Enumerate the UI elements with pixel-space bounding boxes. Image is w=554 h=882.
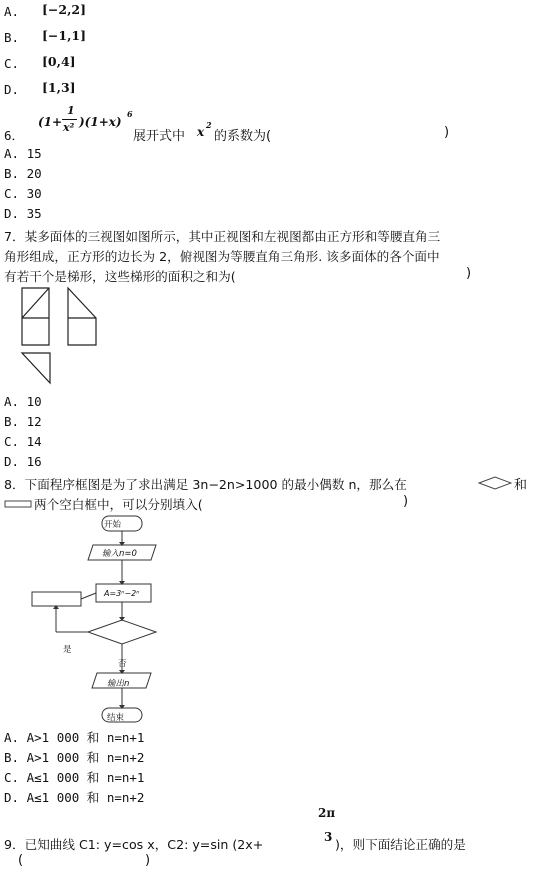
rectangle-shape-icon	[4, 498, 32, 510]
fraction-bar	[62, 119, 77, 120]
option-label: C.	[4, 770, 20, 785]
q8-line-1-and: 和	[514, 478, 528, 493]
q6-option-d	[4, 206, 42, 221]
q6-option-a	[4, 146, 42, 161]
option-text: 14	[26, 434, 42, 449]
q7-option-d	[4, 454, 42, 469]
option-text: A≤1 000 和 n=n+2	[26, 790, 145, 805]
option-label: C.	[4, 434, 20, 449]
paren-close: )	[145, 853, 151, 868]
option-text: 16	[26, 454, 42, 469]
option-label: B.	[4, 30, 20, 45]
option-text: 15	[26, 146, 42, 161]
option-text: [−2,2]	[42, 2, 87, 17]
frac-denominator: x²	[63, 121, 75, 134]
option-text: 35	[26, 206, 42, 221]
option-text: 10	[26, 394, 42, 409]
q9-line-1-end: )，则下面结论正确的是	[335, 837, 466, 852]
flow-yes-label: 是	[63, 645, 72, 655]
option-label: A.	[4, 4, 20, 19]
q6-x: x	[197, 125, 205, 139]
q7-option-c	[4, 434, 42, 449]
question-number: 6．	[4, 128, 25, 143]
q5-option-d	[4, 80, 76, 98]
q6-stem-b: 的系数为(	[214, 129, 272, 144]
decision-node	[88, 620, 156, 644]
flow-output-label: 输出n	[107, 679, 130, 689]
option-text: [−1,1]	[42, 28, 87, 43]
option-text: 12	[26, 414, 42, 429]
q8-option-b	[4, 748, 144, 766]
q7-option-b	[4, 414, 42, 429]
q8-option-d	[4, 788, 144, 806]
q8-line-1: 8．下面程序框图是为了求出满足 3n−2n>1000 的最小偶数 n，那么在	[4, 477, 407, 492]
expr-suffix: )(1+x)	[79, 115, 122, 129]
frac-numerator: 1	[67, 104, 75, 117]
option-text: 20	[26, 166, 42, 181]
paren-close: )	[466, 266, 472, 281]
option-label: B.	[4, 414, 20, 429]
paren-close: )	[444, 125, 450, 140]
q9-frac-denominator: 3	[324, 830, 333, 844]
option-label: D.	[4, 790, 20, 805]
top-view	[22, 353, 50, 383]
exponent: 6	[127, 109, 133, 119]
q8-option-a	[4, 728, 144, 746]
q7-line-1: 7．某多面体的三视图如图所示，其中正视图和左视图都由正方形和等腰直角三	[4, 229, 441, 244]
option-text: A>1 000 和 n=n+1	[26, 730, 145, 745]
q5-option-c	[4, 54, 76, 72]
option-text: A≤1 000 和 n=n+1	[26, 770, 145, 785]
flowchart-lines	[28, 513, 208, 728]
option-text: A>1 000 和 n=n+2	[26, 750, 145, 765]
q9-frac-numerator: 2π	[318, 806, 336, 820]
q5-option-a	[4, 2, 87, 20]
q6-stem-a: 展开式中	[133, 129, 186, 144]
option-label: C.	[4, 56, 20, 71]
q6-option-b	[4, 166, 42, 181]
option-label: D.	[4, 454, 20, 469]
option-label: A.	[4, 146, 20, 161]
q6-option-c	[4, 186, 42, 201]
q9-line-1: 9．已知曲线 C1: y=cos x，C2: y=sin (2x+	[4, 837, 264, 852]
three-view-figure	[18, 283, 118, 393]
expr-prefix: (1+	[38, 115, 63, 129]
flow-no-label: 否	[118, 659, 127, 669]
q9-line-2: (	[18, 853, 24, 868]
q8-line-2: 两个空白框中，可以分别填入(	[34, 497, 203, 512]
blank-process-node	[32, 592, 81, 606]
q7-option-a	[4, 394, 42, 409]
flow-end-label: 结束	[107, 713, 125, 723]
option-text: 30	[26, 186, 42, 201]
option-label: B.	[4, 750, 20, 765]
flow-start-label: 开始	[104, 520, 122, 530]
flow-assign-label: A=3ⁿ−2ⁿ	[104, 589, 140, 598]
q6-x-exp: 2	[206, 120, 212, 130]
q7-line-2: 角形组成，正方形的边长为 2，俯视图为等腰直角三角形. 该多面体的各个面中	[4, 249, 440, 264]
option-label: D.	[4, 82, 20, 97]
option-label: B.	[4, 166, 20, 181]
front-view	[22, 288, 49, 345]
q7-line-3: 有若干个是梯形，这些梯形的面积之和为(	[4, 269, 236, 284]
diamond-shape-icon	[478, 475, 512, 491]
option-label: A.	[4, 730, 20, 745]
option-text: [0,4]	[42, 54, 76, 69]
option-label: D.	[4, 206, 20, 221]
paren-close: )	[403, 494, 409, 509]
option-label: A.	[4, 394, 20, 409]
option-text: [1,3]	[42, 80, 76, 95]
option-label: C.	[4, 186, 20, 201]
flow-input-label: 输入n=0	[102, 549, 137, 559]
q8-option-c	[4, 768, 144, 786]
side-view	[68, 288, 96, 345]
q5-option-b	[4, 28, 87, 46]
